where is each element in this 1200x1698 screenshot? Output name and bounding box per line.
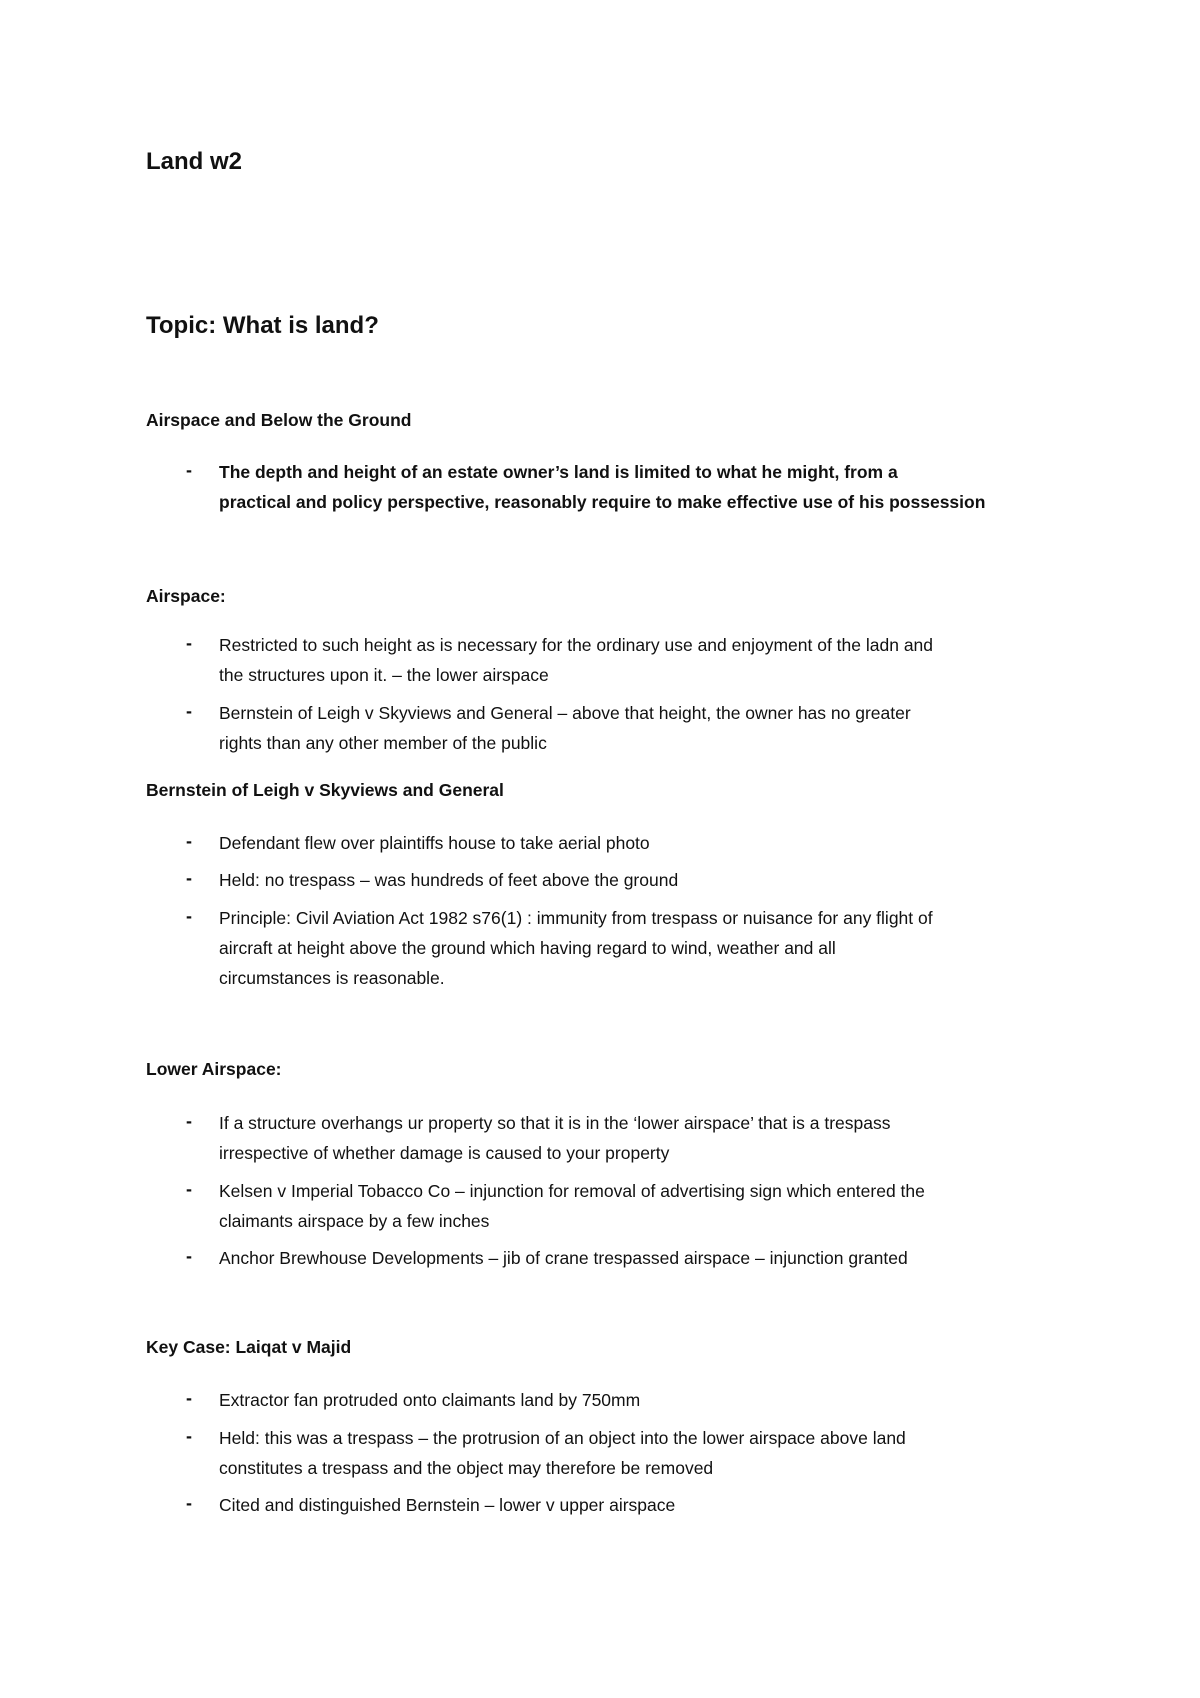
bullet-line: Anchor Brewhouse Developments – jib of crane trespassed airspace – injunction granted: [219, 1248, 908, 1268]
bullet-dash: -: [186, 460, 192, 480]
bullet-line: claimants airspace by a few inches: [219, 1211, 490, 1231]
bullet-dash: -: [186, 1111, 192, 1131]
bullet-line: The depth and height of an estate owner’s land is limited to what he might, from a: [219, 462, 898, 482]
bullet-line: Restricted to such height as is necessary for the ordinary use and enjoyment of the ladn and: [219, 635, 934, 655]
bullet-dash: -: [186, 831, 192, 851]
bullet-line: Held: this was a trespass – the protrusion of an object into the lower airspace above land: [219, 1428, 906, 1448]
bullet-dash: -: [186, 868, 192, 888]
section-heading: Bernstein of Leigh v Skyviews and General: [146, 780, 504, 800]
bullet-line: Extractor fan protruded onto claimants land by 750mm: [219, 1390, 641, 1410]
bullet-dash: -: [186, 906, 192, 926]
topic-heading: Topic: What is land?: [146, 312, 379, 339]
bullet-line: practical and policy perspective, reasonably require to make effective use of his possession: [219, 492, 986, 512]
document-title: Land w2: [146, 148, 243, 175]
bullet-line: Defendant flew over plaintiffs house to take aerial photo: [219, 833, 650, 853]
bullet-dash: -: [186, 1246, 192, 1266]
bullet-line: Bernstein of Leigh v Skyviews and General – above that height, the owner has no greater: [219, 703, 911, 723]
bullet-line: irrespective of whether damage is caused to your property: [219, 1143, 670, 1163]
bullet-line: constitutes a trespass and the object may therefore be removed: [219, 1458, 714, 1478]
bullet-line: aircraft at height above the ground which having regard to wind, weather and all: [219, 938, 836, 958]
bullet-line: If a structure overhangs ur property so that it is in the ‘lower airspace’ that is a trespass: [219, 1113, 891, 1133]
bullet-line: Held: no trespass – was hundreds of feet above the ground: [219, 870, 679, 890]
bullet-line: circumstances is reasonable.: [219, 968, 445, 988]
section-heading: Key Case: Laiqat v Majid: [146, 1337, 352, 1357]
bullet-dash: -: [186, 1179, 192, 1199]
section-heading: Airspace:: [146, 586, 226, 606]
bullet-line: Principle: Civil Aviation Act 1982 s76(1) : immunity from trespass or nuisance for any flight of: [219, 908, 933, 928]
bullet-dash: -: [186, 1388, 192, 1408]
bullet-dash: -: [186, 701, 192, 721]
bullet-line: Cited and distinguished Bernstein – lower v upper airspace: [219, 1495, 676, 1515]
bullet-dash: -: [186, 1493, 192, 1513]
bullet-line: rights than any other member of the public: [219, 733, 547, 753]
bullet-dash: -: [186, 633, 192, 653]
bullet-line: Kelsen v Imperial Tobacco Co – injunction for removal of advertising sign which entered the: [219, 1181, 925, 1201]
bullet-dash: -: [186, 1426, 192, 1446]
section-heading: Airspace and Below the Ground: [146, 410, 412, 430]
bullet-line: the structures upon it. – the lower airspace: [219, 665, 549, 685]
section-heading: Lower Airspace:: [146, 1059, 282, 1079]
